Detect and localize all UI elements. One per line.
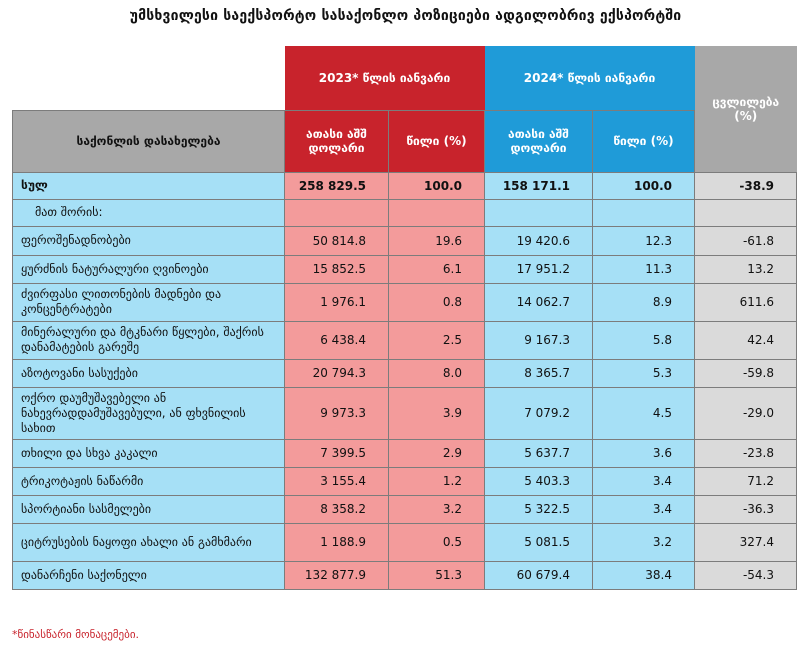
share-2023-cell: 100.0 — [389, 172, 485, 199]
share-2023-cell: 2.5 — [389, 321, 485, 359]
change-cell: -59.8 — [695, 359, 797, 387]
commodity-cell: თხილი და სხვა კაკალი — [13, 439, 285, 467]
share-2024-cell — [593, 199, 695, 226]
share-2024-cell: 3.4 — [593, 467, 695, 495]
share-2023-cell: 0.5 — [389, 523, 485, 561]
share-2024-cell: 11.3 — [593, 255, 695, 283]
table-row — [13, 561, 797, 589]
table-row — [13, 255, 797, 283]
share-2024-cell: 5.8 — [593, 321, 695, 359]
value-2024-cell: 9 167.3 — [485, 321, 593, 359]
commodity-cell: სულ — [13, 172, 285, 199]
header-change: ცვლილება (%) — [695, 46, 797, 172]
share-2024-cell: 38.4 — [593, 561, 695, 589]
value-2023-cell — [285, 199, 389, 226]
value-2023-cell: 8 358.2 — [285, 495, 389, 523]
value-2023-cell: 1 188.9 — [285, 523, 389, 561]
value-2024-cell: 5 637.7 — [485, 439, 593, 467]
value-2023-cell: 50 814.8 — [285, 226, 389, 255]
export-table — [12, 46, 797, 590]
commodity-cell: სპორტიანი სასმელები — [13, 495, 285, 523]
value-2024-cell: 60 679.4 — [485, 561, 593, 589]
share-2023-cell: 6.1 — [389, 255, 485, 283]
footnote: *წინასწარი მონაცემები. — [12, 628, 140, 641]
change-cell: -23.8 — [695, 439, 797, 467]
value-2023-cell: 9 973.3 — [285, 387, 389, 439]
value-2023-cell: 3 155.4 — [285, 467, 389, 495]
commodity-cell: მინერალური და მტკნარი წყლები, შაქრის დანამატების გარეშე — [13, 321, 285, 359]
table-row — [13, 439, 797, 467]
change-cell: 611.6 — [695, 283, 797, 321]
change-cell: 13.2 — [695, 255, 797, 283]
header-share-2023: წილი (%) — [389, 110, 485, 172]
value-2024-cell: 158 171.1 — [485, 172, 593, 199]
table-row — [13, 199, 797, 226]
value-2023-cell: 132 877.9 — [285, 561, 389, 589]
header-2024: 2024* წლის იანვარი — [485, 46, 695, 110]
share-2024-cell: 8.9 — [593, 283, 695, 321]
value-2023-cell: 15 852.5 — [285, 255, 389, 283]
value-2024-cell: 19 420.6 — [485, 226, 593, 255]
value-2024-cell: 7 079.2 — [485, 387, 593, 439]
change-cell: 327.4 — [695, 523, 797, 561]
change-cell: -61.8 — [695, 226, 797, 255]
table-title: უმსხვილესი საექსპორტო სასაქონლო პოზიციები ადგილობრივ ექსპორტში — [129, 8, 682, 24]
share-2023-cell: 3.9 — [389, 387, 485, 439]
share-2024-cell: 3.2 — [593, 523, 695, 561]
commodity-cell: დანარჩენი საქონელი — [13, 561, 285, 589]
change-cell: -29.0 — [695, 387, 797, 439]
value-2024-cell: 5 322.5 — [485, 495, 593, 523]
table-row — [13, 283, 797, 321]
commodity-cell: ყურძნის ნატურალური ღვინოები — [13, 255, 285, 283]
share-2024-cell: 3.6 — [593, 439, 695, 467]
share-2024-cell: 5.3 — [593, 359, 695, 387]
share-2023-cell: 0.8 — [389, 283, 485, 321]
header-share-2024: წილი (%) — [593, 110, 695, 172]
change-cell: 42.4 — [695, 321, 797, 359]
share-2024-cell: 100.0 — [593, 172, 695, 199]
commodity-cell: მათ შორის: — [13, 199, 285, 226]
header-commodity: საქონლის დასახელება — [13, 110, 285, 172]
share-2024-cell: 4.5 — [593, 387, 695, 439]
change-cell — [695, 199, 797, 226]
value-2024-cell: 8 365.7 — [485, 359, 593, 387]
header-2023: 2023* წლის იანვარი — [285, 46, 485, 110]
share-2023-cell: 8.0 — [389, 359, 485, 387]
header-usd-2023: ათასი აშშ დოლარი — [285, 110, 389, 172]
share-2023-cell: 2.9 — [389, 439, 485, 467]
table-row — [13, 226, 797, 255]
share-2024-cell: 3.4 — [593, 495, 695, 523]
share-2023-cell: 19.6 — [389, 226, 485, 255]
commodity-cell: ფეროშენადნობები — [13, 226, 285, 255]
change-cell: -36.3 — [695, 495, 797, 523]
value-2024-cell — [485, 199, 593, 226]
table-row — [13, 321, 797, 359]
value-2023-cell: 20 794.3 — [285, 359, 389, 387]
value-2024-cell: 5 403.3 — [485, 467, 593, 495]
value-2024-cell: 17 951.2 — [485, 255, 593, 283]
value-2024-cell: 5 081.5 — [485, 523, 593, 561]
header-usd-2024: ათასი აშშ დოლარი — [485, 110, 593, 172]
value-2024-cell: 14 062.7 — [485, 283, 593, 321]
table-row — [13, 523, 797, 561]
change-cell: -38.9 — [695, 172, 797, 199]
commodity-cell: ტრიკოტაჟის ნაწარმი — [13, 467, 285, 495]
share-2023-cell: 51.3 — [389, 561, 485, 589]
change-cell: 71.2 — [695, 467, 797, 495]
table-row — [13, 387, 797, 439]
share-2023-cell: 3.2 — [389, 495, 485, 523]
table-row — [13, 359, 797, 387]
share-2024-cell: 12.3 — [593, 226, 695, 255]
value-2023-cell: 258 829.5 — [285, 172, 389, 199]
table-row — [13, 495, 797, 523]
commodity-cell: ძვირფასი ლითონების მადნები და კონცენტრატები — [13, 283, 285, 321]
share-2023-cell — [389, 199, 485, 226]
table-row — [13, 467, 797, 495]
change-cell: -54.3 — [695, 561, 797, 589]
value-2023-cell: 6 438.4 — [285, 321, 389, 359]
value-2023-cell: 7 399.5 — [285, 439, 389, 467]
commodity-cell: აზოტოვანი სასუქები — [13, 359, 285, 387]
commodity-cell: ციტრუსების ნაყოფი ახალი ან გამხმარი — [13, 523, 285, 561]
share-2023-cell: 1.2 — [389, 467, 485, 495]
commodity-cell: ოქრო დაუმუშავებელი ან ნახევრადდამუშავებული, ან ფხვნილის სახით — [13, 387, 285, 439]
value-2023-cell: 1 976.1 — [285, 283, 389, 321]
total-row — [13, 172, 797, 199]
